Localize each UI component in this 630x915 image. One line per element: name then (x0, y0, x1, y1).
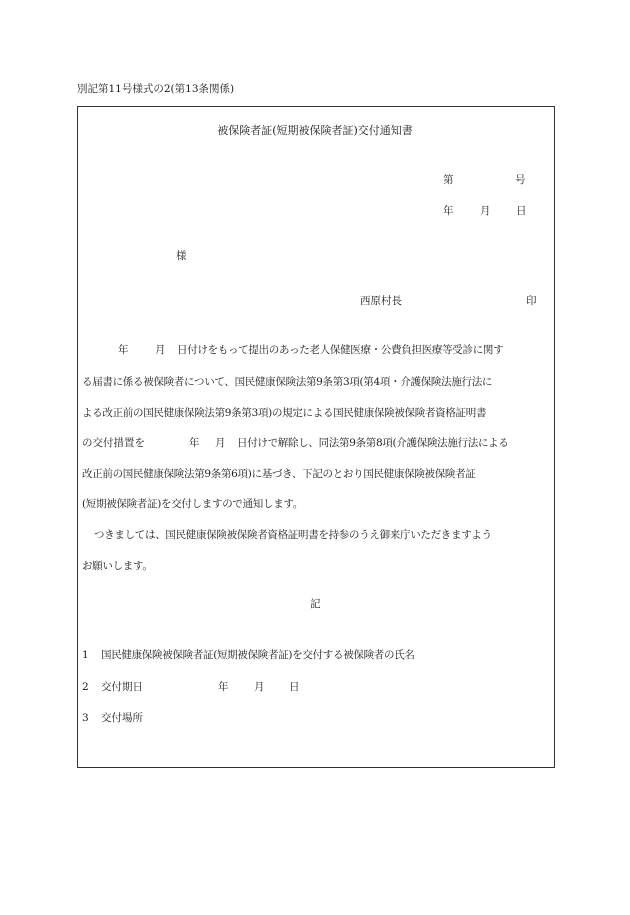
seal-mark: 印 (526, 295, 537, 307)
item-3-label: 交付場所 (101, 712, 143, 724)
addressee-honorific: 様 (176, 250, 187, 262)
date-month: 月 (480, 205, 491, 217)
number-suffix: 号 (515, 174, 526, 186)
item-3-number: 3 (82, 712, 89, 724)
ki-heading: 記 (310, 598, 321, 610)
body-line-6: (短期被保険者証)を交付しますので通知します。 (82, 498, 303, 510)
body-line-2: る届書に係る被保険者について、国民健康保険法第9条第3項(第4項・介護保険法施行法に (82, 376, 493, 388)
item-1-label: 国民健康保険被保険者証(短期被保険者証)を交付する被保険者の氏名 (101, 649, 415, 661)
body-line-4-start: の交付措置を (82, 437, 145, 449)
date-year: 年 (443, 205, 454, 217)
item-2-month: 月 (254, 681, 265, 693)
body-month: 月 (155, 344, 166, 356)
body-line-7: つきましては、国民健康保険被保険者資格証明書を持参のうえ御来庁いただきますよう (94, 529, 492, 541)
issuer-name: 西原村長 (360, 295, 402, 307)
item-1-number: 1 (82, 649, 89, 661)
body-line-1: 日付けをもって提出のあった老人保健医療・公費負担医療等受診に関す (177, 344, 504, 356)
body-line-4-year: 年 (189, 437, 200, 449)
body-line-3: よる改正前の国民健康保険法第9条第3項)の規定による国民健康保険被保険者資格証明書 (82, 407, 487, 419)
item-2-number: 2 (82, 681, 89, 693)
item-2-label: 交付期日 (101, 681, 143, 693)
document-title: 被保険者証(短期被保険者証)交付通知書 (217, 124, 413, 137)
body-line-8: お願いします。 (82, 560, 153, 572)
body-line-4-rest: 日付けで解除し、同法第9条第8項(介護保険法施行法による (237, 437, 509, 449)
item-2-day: 日 (289, 681, 300, 693)
form-number-label: 別記第11号様式の2(第13条関係) (77, 83, 235, 95)
number-prefix: 第 (443, 174, 454, 186)
item-2-year: 年 (218, 681, 229, 693)
body-year: 年 (118, 344, 129, 356)
date-day: 日 (516, 205, 527, 217)
body-line-5: 改正前の国民健康保険法第9条第6項)に基づき、下記のとおり国民健康保険被保険者証 (82, 468, 476, 480)
body-line-4-month: 月 (215, 437, 226, 449)
